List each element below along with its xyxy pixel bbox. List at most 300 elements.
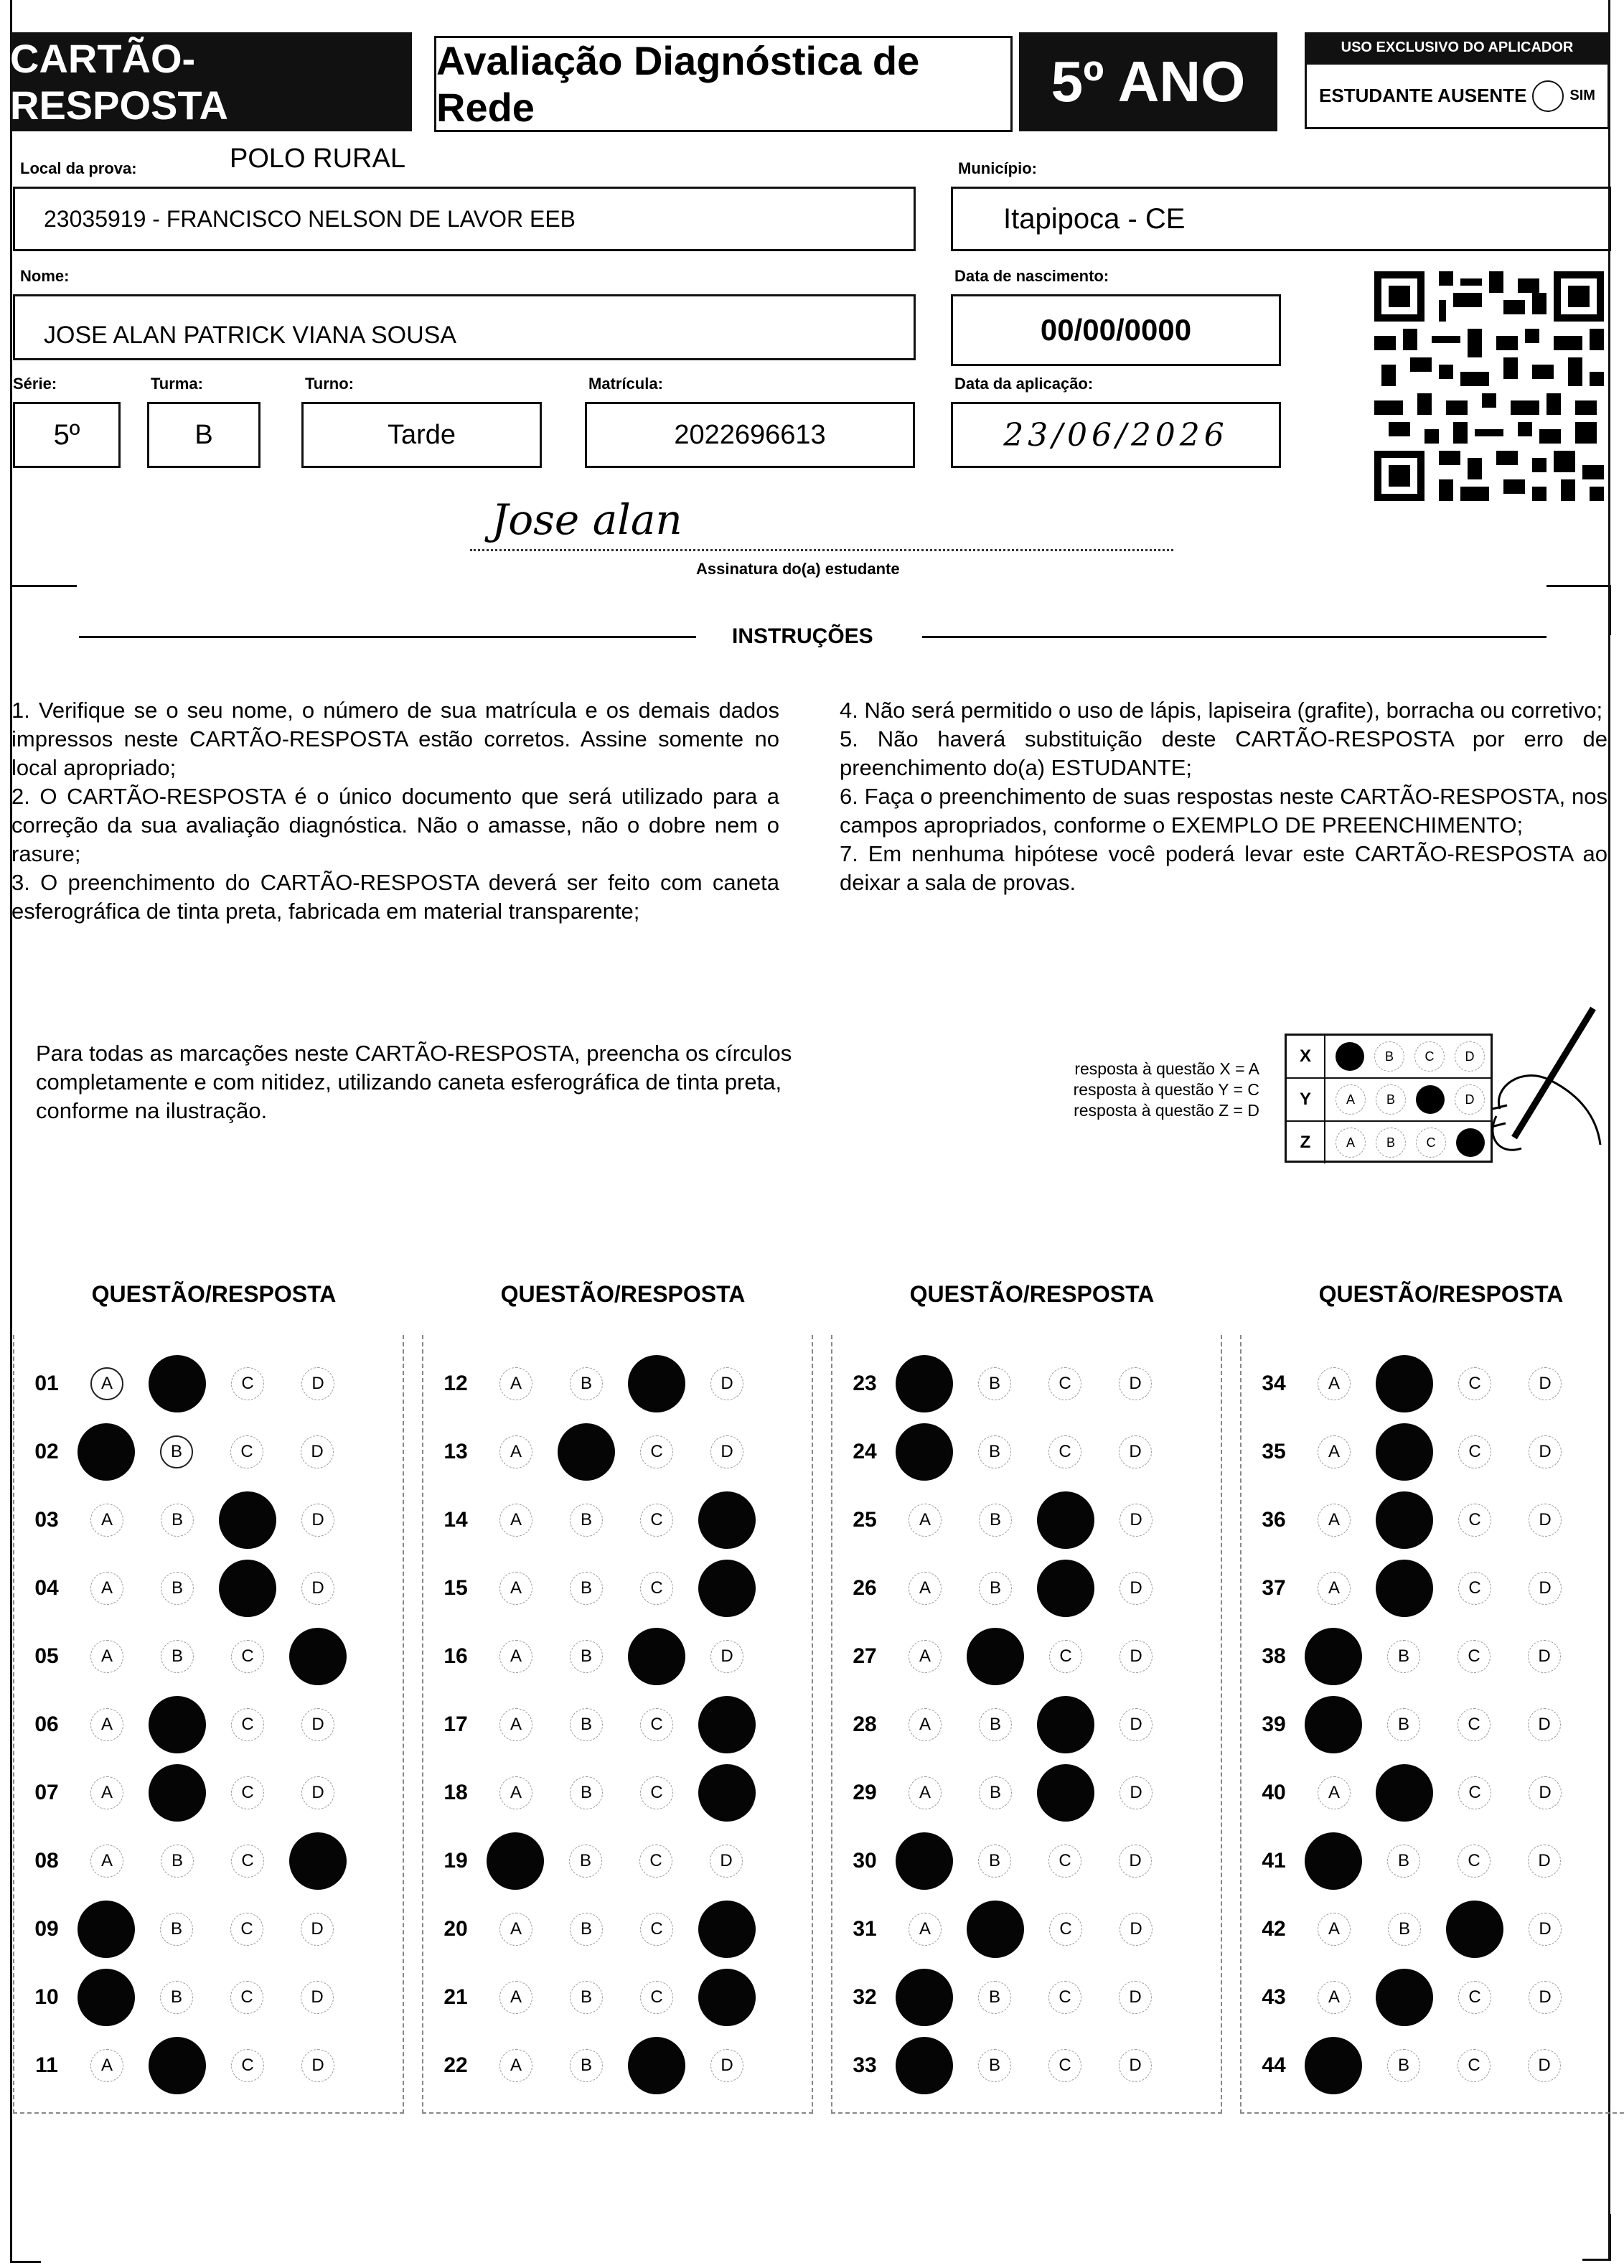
question-number: 01 xyxy=(34,1372,59,1395)
answer-bubble-b[interactable]: B xyxy=(979,1776,1012,1809)
question-number: 15 xyxy=(443,1576,468,1600)
question-row-41 xyxy=(1242,1827,1624,1896)
aplicacao-field xyxy=(951,402,1281,468)
question-row-42 xyxy=(1242,1895,1624,1964)
answer-bubble-b[interactable]: B xyxy=(570,1504,603,1537)
example-legend-x: resposta à questão X = A xyxy=(1074,1059,1259,1078)
question-number: 04 xyxy=(34,1576,59,1600)
answer-bubble-b[interactable]: B xyxy=(979,1504,1012,1537)
serie-field xyxy=(13,402,121,468)
question-row-13 xyxy=(423,1418,812,1486)
answer-bubble-c[interactable] xyxy=(1037,1696,1094,1753)
answer-bubble-b[interactable] xyxy=(558,1423,615,1481)
answer-bubble-b[interactable] xyxy=(149,1355,206,1412)
answer-bubble-a[interactable]: A xyxy=(499,1435,532,1468)
answer-bubble-d[interactable]: D xyxy=(301,2049,334,2082)
answer-bubble-c[interactable]: C xyxy=(231,2049,264,2082)
answer-bubble-b[interactable] xyxy=(1376,1764,1433,1822)
answer-bubble-a[interactable]: A xyxy=(90,1845,123,1878)
question-number: 17 xyxy=(443,1712,468,1736)
question-number: 29 xyxy=(853,1781,877,1804)
answer-bubble-b[interactable] xyxy=(967,1628,1024,1685)
instruction-5: 5. Não haverá substituição deste CARTÃO-RESPOSTA por erro de preenchimento do(a) ESTUDANTE; xyxy=(840,726,1607,780)
answer-bubble-a[interactable]: A xyxy=(909,1504,942,1537)
answer-bubble-a[interactable]: A xyxy=(1318,1504,1351,1537)
question-row-20 xyxy=(423,1895,812,1964)
answer-bubble-b[interactable] xyxy=(149,2037,206,2094)
question-row-11 xyxy=(14,2031,403,2100)
answer-bubble-a[interactable]: A xyxy=(90,1776,123,1809)
answer-bubble-c[interactable]: C xyxy=(1048,2049,1081,2082)
answer-bubble-d[interactable] xyxy=(698,1696,756,1753)
question-row-26 xyxy=(832,1554,1221,1623)
question-number: 23 xyxy=(853,1372,877,1395)
question-row-16 xyxy=(423,1622,812,1691)
answer-bubble-c[interactable]: C xyxy=(1458,1845,1491,1878)
answer-bubble-c[interactable]: C xyxy=(230,1913,263,1946)
answer-bubble-a[interactable] xyxy=(78,1901,135,1958)
answer-bubble-d[interactable]: D xyxy=(1120,1708,1153,1741)
answer-bubble-c[interactable]: C xyxy=(230,1981,263,2014)
answer-bubble-c[interactable] xyxy=(628,1355,685,1412)
answer-bubble-c[interactable]: C xyxy=(1458,1435,1491,1468)
answer-bubble-b[interactable] xyxy=(149,1696,206,1753)
municipio-label: Município: xyxy=(958,159,1037,177)
answer-bubble-c[interactable]: C xyxy=(1049,1640,1082,1673)
answer-bubble-c[interactable]: C xyxy=(640,1572,673,1605)
answer-bubble-d[interactable]: D xyxy=(1529,1367,1562,1400)
instructions-corner-right xyxy=(1546,585,1611,635)
example-bubble-b: B xyxy=(1374,1041,1404,1072)
answer-bubble-d[interactable]: D xyxy=(1528,1845,1561,1878)
answer-bubble-a[interactable]: A xyxy=(90,1640,123,1673)
bottom-corner-left xyxy=(10,2214,41,2263)
answer-bubble-d[interactable]: D xyxy=(710,2049,743,2082)
answer-bubble-d[interactable]: D xyxy=(710,1367,743,1400)
answer-bubble-c[interactable]: C xyxy=(640,1981,673,2014)
answer-bubble-c[interactable]: C xyxy=(1458,1572,1491,1605)
answer-bubble-c[interactable] xyxy=(1037,1560,1094,1617)
answer-bubble-c[interactable] xyxy=(219,1491,276,1549)
question-number: 12 xyxy=(443,1372,468,1395)
answer-bubble-b[interactable]: B xyxy=(978,2049,1011,2082)
question-row-31 xyxy=(832,1895,1221,1964)
answer-bubble-b[interactable]: B xyxy=(161,1504,194,1537)
example-row-label: Y xyxy=(1287,1079,1325,1120)
answer-bubble-c[interactable]: C xyxy=(1458,1640,1491,1673)
assessment-title: Avaliação Diagnóstica de Rede xyxy=(434,36,1013,132)
question-number: 33 xyxy=(853,2053,877,2077)
question-number: 40 xyxy=(1262,1781,1286,1804)
answer-bubble-d[interactable]: D xyxy=(1120,1776,1153,1809)
answer-bubble-c[interactable]: C xyxy=(230,1435,263,1468)
answer-bubble-d[interactable] xyxy=(698,1560,756,1617)
answer-bubble-b[interactable]: B xyxy=(979,1572,1012,1605)
answer-bubble-d[interactable]: D xyxy=(301,1435,334,1468)
example-bubble-c: C xyxy=(1414,1041,1445,1072)
answer-bubble-b[interactable]: B xyxy=(160,1435,193,1468)
answer-bubble-b[interactable] xyxy=(1376,1423,1433,1481)
example-row-x xyxy=(1287,1036,1491,1079)
question-number: 10 xyxy=(34,1985,59,2009)
answer-bubble-d[interactable]: D xyxy=(1528,2049,1561,2082)
answer-bubble-d[interactable]: D xyxy=(710,1845,743,1878)
answer-bubble-b[interactable]: B xyxy=(570,1981,603,2014)
question-row-10 xyxy=(14,1963,403,2032)
answer-bubble-c[interactable]: C xyxy=(1048,1435,1081,1468)
answer-bubble-d[interactable]: D xyxy=(1119,1845,1152,1878)
answer-bubble-a[interactable] xyxy=(1305,1832,1362,1890)
instructions-title: INSTRUÇÕES xyxy=(732,624,873,648)
turma-label: Turma: xyxy=(151,375,203,393)
answer-bubble-a[interactable]: A xyxy=(90,2049,123,2082)
answer-bubble-a[interactable]: A xyxy=(909,1913,942,1946)
example-bubble-d: D xyxy=(1455,1084,1485,1115)
answer-bubble-b[interactable] xyxy=(149,1764,206,1822)
answer-bubble-a[interactable] xyxy=(896,1423,953,1481)
question-number: 43 xyxy=(1262,1985,1286,2009)
answer-bubble-c[interactable]: C xyxy=(1458,1367,1491,1400)
signature: Jose alan xyxy=(492,495,682,544)
answer-bubble-a[interactable] xyxy=(1305,2037,1362,2094)
question-number: 25 xyxy=(853,1508,877,1532)
answer-bubble-c[interactable]: C xyxy=(640,1913,673,1946)
answer-bubble-d[interactable]: D xyxy=(301,1981,334,2014)
question-number: 24 xyxy=(853,1440,877,1463)
answer-panel xyxy=(1240,1335,1624,2114)
question-number: 36 xyxy=(1262,1508,1286,1532)
answer-bubble-b[interactable] xyxy=(1376,1969,1433,2026)
question-row-37 xyxy=(1242,1554,1624,1623)
answer-bubble-a[interactable]: A xyxy=(90,1367,123,1400)
answer-bubble-b[interactable]: B xyxy=(1387,1845,1420,1878)
answer-bubble-c[interactable] xyxy=(1037,1764,1094,1822)
answer-bubble-b[interactable]: B xyxy=(979,1708,1012,1741)
answer-bubble-b[interactable] xyxy=(1376,1560,1433,1617)
answer-bubble-b[interactable]: B xyxy=(161,1572,194,1605)
answer-bubble-d[interactable]: D xyxy=(1529,1572,1562,1605)
serie-value: 5º xyxy=(53,418,80,451)
answer-bubble-b[interactable]: B xyxy=(570,1776,603,1809)
question-number: 28 xyxy=(853,1712,877,1736)
answer-bubble-a[interactable] xyxy=(78,1969,135,2026)
example-bubble-b: B xyxy=(1376,1084,1406,1115)
answer-bubble-a[interactable]: A xyxy=(90,1504,123,1537)
question-row-22 xyxy=(423,2031,812,2100)
answer-bubble-c[interactable]: C xyxy=(231,1640,264,1673)
example-legend-z: resposta à questão Z = D xyxy=(1074,1101,1259,1120)
absent-label: ESTUDANTE AUSENTE xyxy=(1319,85,1527,106)
answer-bubble-d[interactable]: D xyxy=(710,1435,743,1468)
answer-bubble-a[interactable]: A xyxy=(499,1981,532,2014)
answer-bubble-c[interactable]: C xyxy=(1048,1367,1081,1400)
answer-bubble-b[interactable]: B xyxy=(978,1981,1011,2014)
answer-bubble-d[interactable]: D xyxy=(1120,1640,1153,1673)
answer-bubble-a[interactable]: A xyxy=(499,2049,532,2082)
answer-bubble-b[interactable]: B xyxy=(570,1708,603,1741)
answer-bubble-a[interactable]: A xyxy=(90,1572,123,1605)
answer-bubble-a[interactable] xyxy=(487,1832,544,1890)
question-number: 05 xyxy=(34,1644,59,1668)
answer-bubble-c[interactable]: C xyxy=(1458,1708,1491,1741)
answer-bubble-d[interactable]: D xyxy=(301,1504,334,1537)
question-row-29 xyxy=(832,1758,1221,1827)
answer-bubble-d[interactable] xyxy=(698,1969,756,2026)
answer-bubble-b[interactable] xyxy=(1376,1491,1433,1549)
answer-bubble-a[interactable]: A xyxy=(499,1708,532,1741)
aplicacao-value: 23/06/2026 xyxy=(1003,416,1229,454)
absent-checkbox[interactable] xyxy=(1532,80,1564,112)
question-row-44 xyxy=(1242,2031,1624,2100)
municipio-field xyxy=(951,187,1611,251)
turma-field xyxy=(147,402,261,468)
question-row-23 xyxy=(832,1349,1221,1418)
answer-bubble-d[interactable]: D xyxy=(301,1708,334,1741)
answer-bubble-d[interactable] xyxy=(698,1491,756,1549)
example-row-z xyxy=(1287,1122,1491,1163)
instruction-3: 3. O preenchimento do CARTÃO-RESPOSTA deverá ser feito com caneta esferográfica de tinta preta, fabricada em material transparente; xyxy=(11,870,779,924)
answer-bubble-b[interactable]: B xyxy=(570,1913,603,1946)
answer-bubble-a[interactable]: A xyxy=(499,1572,532,1605)
answer-panel xyxy=(422,1335,813,2114)
answer-bubble-b[interactable]: B xyxy=(161,1845,194,1878)
answer-bubble-c[interactable]: C xyxy=(639,1845,672,1878)
example-bubble-c xyxy=(1416,1085,1445,1114)
question-row-18 xyxy=(423,1758,812,1827)
answer-bubble-b[interactable] xyxy=(967,1901,1024,1958)
question-number: 32 xyxy=(853,1985,877,2009)
answer-bubble-a[interactable] xyxy=(896,1832,953,1890)
card-title: CARTÃO-RESPOSTA xyxy=(10,32,412,131)
question-number: 26 xyxy=(853,1576,877,1600)
question-row-08 xyxy=(14,1827,403,1896)
matricula-label: Matrícula: xyxy=(588,375,663,393)
question-number: 34 xyxy=(1262,1372,1286,1395)
answer-bubble-c[interactable]: C xyxy=(640,1708,673,1741)
answer-panel xyxy=(831,1335,1222,2114)
answer-bubble-c[interactable]: C xyxy=(1458,1981,1491,2014)
answer-bubble-b[interactable]: B xyxy=(978,1367,1011,1400)
answer-bubble-c[interactable]: C xyxy=(231,1708,264,1741)
answer-bubble-d[interactable]: D xyxy=(1119,1981,1152,2014)
instruction-7: 7. Em nenhuma hipótese você poderá levar este CARTÃO-RESPOSTA ao deixar a sala de provas. xyxy=(840,841,1607,895)
answer-bubble-a[interactable] xyxy=(78,1423,135,1481)
answer-bubble-c[interactable]: C xyxy=(1049,1913,1082,1946)
question-row-38 xyxy=(1242,1622,1624,1691)
answer-bubble-a[interactable] xyxy=(896,1969,953,2026)
answer-bubble-c[interactable]: C xyxy=(640,1776,673,1809)
answer-bubble-a[interactable]: A xyxy=(909,1776,942,1809)
bottom-corner-right xyxy=(1582,2214,1611,2261)
serie-label: Série: xyxy=(13,375,57,393)
answer-bubble-b[interactable]: B xyxy=(1388,1913,1421,1946)
grade-badge: 5º ANO xyxy=(1019,32,1277,131)
absent-option: SIM xyxy=(1569,88,1595,103)
question-row-25 xyxy=(832,1486,1221,1555)
answer-bubble-b[interactable] xyxy=(1376,1355,1433,1412)
aplicacao-label: Data da aplicação: xyxy=(954,375,1094,393)
answer-bubble-c[interactable] xyxy=(628,2037,685,2094)
nome-label: Nome: xyxy=(20,267,70,285)
answer-bubble-a[interactable]: A xyxy=(1318,1981,1351,2014)
answer-bubble-d[interactable]: D xyxy=(1529,1435,1562,1468)
answer-bubble-b[interactable]: B xyxy=(161,1640,194,1673)
answer-bubble-b[interactable]: B xyxy=(570,1640,603,1673)
matricula-field xyxy=(585,402,915,468)
question-number: 02 xyxy=(34,1440,59,1463)
answer-bubble-b[interactable]: B xyxy=(160,1913,193,1946)
answer-bubble-c[interactable]: C xyxy=(1048,1981,1081,2014)
question-row-30 xyxy=(832,1827,1221,1896)
absent-box xyxy=(1305,62,1610,129)
answer-bubble-a[interactable]: A xyxy=(1318,1435,1351,1468)
answer-bubble-d[interactable]: D xyxy=(1529,1913,1562,1946)
question-row-06 xyxy=(14,1690,403,1759)
answer-bubble-a[interactable]: A xyxy=(909,1708,942,1741)
answer-bubble-c[interactable]: C xyxy=(231,1367,264,1400)
question-row-28 xyxy=(832,1690,1221,1759)
answer-bubble-c[interactable] xyxy=(628,1628,685,1685)
question-row-40 xyxy=(1242,1758,1624,1827)
answer-bubble-d[interactable]: D xyxy=(710,1640,743,1673)
answer-bubble-d[interactable]: D xyxy=(301,1776,334,1809)
nascimento-value: 00/00/0000 xyxy=(1040,313,1192,347)
question-row-04 xyxy=(14,1554,403,1623)
answer-bubble-d[interactable]: D xyxy=(1529,1776,1562,1809)
answer-bubble-a[interactable]: A xyxy=(1318,1913,1351,1946)
example-legend-y: resposta à questão Y = C xyxy=(1073,1080,1259,1099)
question-number: 22 xyxy=(443,2053,468,2077)
answer-bubble-b[interactable]: B xyxy=(570,2049,603,2082)
answer-bubble-a[interactable]: A xyxy=(499,1367,532,1400)
answer-bubble-d[interactable]: D xyxy=(301,1367,334,1400)
school-value: 23035919 - FRANCISCO NELSON DE LAVOR EEB xyxy=(44,205,576,232)
answer-bubble-d[interactable]: D xyxy=(1528,1708,1561,1741)
answer-bubble-d[interactable]: D xyxy=(1119,2049,1152,2082)
turma-value: B xyxy=(194,419,213,450)
nome-field xyxy=(13,294,916,360)
question-row-03 xyxy=(14,1486,403,1555)
matricula-value: 2022696613 xyxy=(674,419,826,450)
qr-code xyxy=(1374,271,1604,501)
answer-panel xyxy=(13,1335,404,2114)
instructions-rule-left xyxy=(79,636,696,638)
answer-bubble-d[interactable]: D xyxy=(1120,1913,1153,1946)
question-row-35 xyxy=(1242,1418,1624,1486)
answer-bubble-c[interactable]: C xyxy=(640,1504,673,1537)
answer-bubble-b[interactable]: B xyxy=(1387,2049,1420,2082)
answer-bubble-d[interactable]: D xyxy=(1528,1640,1561,1673)
answer-bubble-c[interactable]: C xyxy=(231,1845,264,1878)
answer-bubble-d[interactable]: D xyxy=(301,1913,334,1946)
answer-bubble-d[interactable]: D xyxy=(1120,1504,1153,1537)
example-bubble-b: B xyxy=(1376,1128,1406,1158)
answer-bubble-b[interactable]: B xyxy=(1387,1640,1420,1673)
example-row-label: Z xyxy=(1287,1122,1325,1163)
answer-bubble-d[interactable]: D xyxy=(1529,1981,1562,2014)
answer-bubble-a[interactable]: A xyxy=(499,1913,532,1946)
turno-field xyxy=(301,402,542,468)
answer-bubble-b[interactable]: B xyxy=(570,1367,603,1400)
answer-bubble-d[interactable]: D xyxy=(1529,1504,1562,1537)
answer-bubble-a[interactable]: A xyxy=(499,1640,532,1673)
answer-bubble-a[interactable]: A xyxy=(1318,1776,1351,1809)
answer-bubble-b[interactable]: B xyxy=(978,1845,1011,1878)
applicator-title: USO EXCLUSIVO DO APLICADOR xyxy=(1305,32,1610,62)
answer-bubble-a[interactable]: A xyxy=(90,1708,123,1741)
question-row-33 xyxy=(832,2031,1221,2100)
answer-bubble-a[interactable]: A xyxy=(499,1504,532,1537)
answer-bubble-a[interactable]: A xyxy=(1318,1572,1351,1605)
answer-bubble-a[interactable]: A xyxy=(909,1572,942,1605)
answer-bubble-c[interactable]: C xyxy=(1458,2049,1491,2082)
instructions-right xyxy=(840,696,1607,897)
local-value: POLO RURAL xyxy=(230,144,405,174)
question-number: 20 xyxy=(443,1917,468,1941)
answer-bubble-c[interactable]: C xyxy=(1458,1776,1491,1809)
answer-bubble-b[interactable]: B xyxy=(1387,1708,1420,1741)
answer-bubble-d[interactable] xyxy=(289,1832,347,1890)
answer-bubble-c[interactable] xyxy=(219,1560,276,1617)
signature-caption: Assinatura do(a) estudante xyxy=(696,560,900,578)
answer-bubble-a[interactable] xyxy=(1305,1628,1362,1685)
pen-hand-icon xyxy=(1471,1001,1607,1188)
answer-bubble-d[interactable] xyxy=(698,1901,756,1958)
question-number: 37 xyxy=(1262,1576,1286,1600)
answer-bubble-b[interactable]: B xyxy=(570,1572,603,1605)
answer-bubble-c[interactable]: C xyxy=(640,1435,673,1468)
question-number: 08 xyxy=(34,1849,59,1873)
question-number: 11 xyxy=(35,2053,58,2077)
question-number: 30 xyxy=(853,1849,877,1873)
turno-value: Tarde xyxy=(387,419,456,450)
question-row-09 xyxy=(14,1895,403,1964)
answer-bubble-d[interactable] xyxy=(289,1628,347,1685)
question-row-05 xyxy=(14,1622,403,1691)
example-bubble-c: C xyxy=(1416,1128,1446,1158)
answer-bubble-d[interactable]: D xyxy=(1119,1367,1152,1400)
nascimento-field xyxy=(951,294,1281,366)
answer-bubble-b[interactable]: B xyxy=(569,1845,602,1878)
answer-bubble-d[interactable]: D xyxy=(1120,1572,1153,1605)
answer-bubble-d[interactable]: D xyxy=(1119,1435,1152,1468)
answer-bubble-c[interactable] xyxy=(1037,1491,1094,1549)
answer-bubble-a[interactable] xyxy=(896,1355,953,1412)
answer-bubble-a[interactable]: A xyxy=(909,1640,942,1673)
answer-bubble-c[interactable]: C xyxy=(1458,1504,1491,1537)
question-number: 16 xyxy=(443,1644,468,1668)
question-number: 09 xyxy=(34,1917,59,1941)
instruction-6: 6. Faça o preenchimento de suas respostas neste CARTÃO-RESPOSTA, nos campos apropriados, conforme o EXEMPLO DE PREENCHIMENTO; xyxy=(840,784,1607,838)
answer-bubble-c[interactable] xyxy=(1446,1901,1503,1958)
answer-bubble-d[interactable] xyxy=(698,1764,756,1822)
nascimento-label: Data de nascimento: xyxy=(954,267,1109,285)
answer-bubble-b[interactable]: B xyxy=(978,1435,1011,1468)
question-row-17 xyxy=(423,1690,812,1759)
answer-bubble-c[interactable]: C xyxy=(231,1776,264,1809)
question-number: 13 xyxy=(443,1440,468,1463)
answer-bubble-d[interactable]: D xyxy=(301,1572,334,1605)
answer-bubble-a[interactable] xyxy=(1305,1696,1362,1753)
answer-bubble-c[interactable]: C xyxy=(1048,1845,1081,1878)
answer-bubble-a[interactable]: A xyxy=(1318,1367,1351,1400)
question-number: 39 xyxy=(1262,1712,1286,1736)
answer-bubble-a[interactable] xyxy=(896,2037,953,2094)
answer-bubble-b[interactable]: B xyxy=(160,1981,193,2014)
question-row-12 xyxy=(423,1349,812,1418)
municipio-value: Itapipoca - CE xyxy=(1003,202,1186,235)
answer-bubble-a[interactable]: A xyxy=(499,1776,532,1809)
